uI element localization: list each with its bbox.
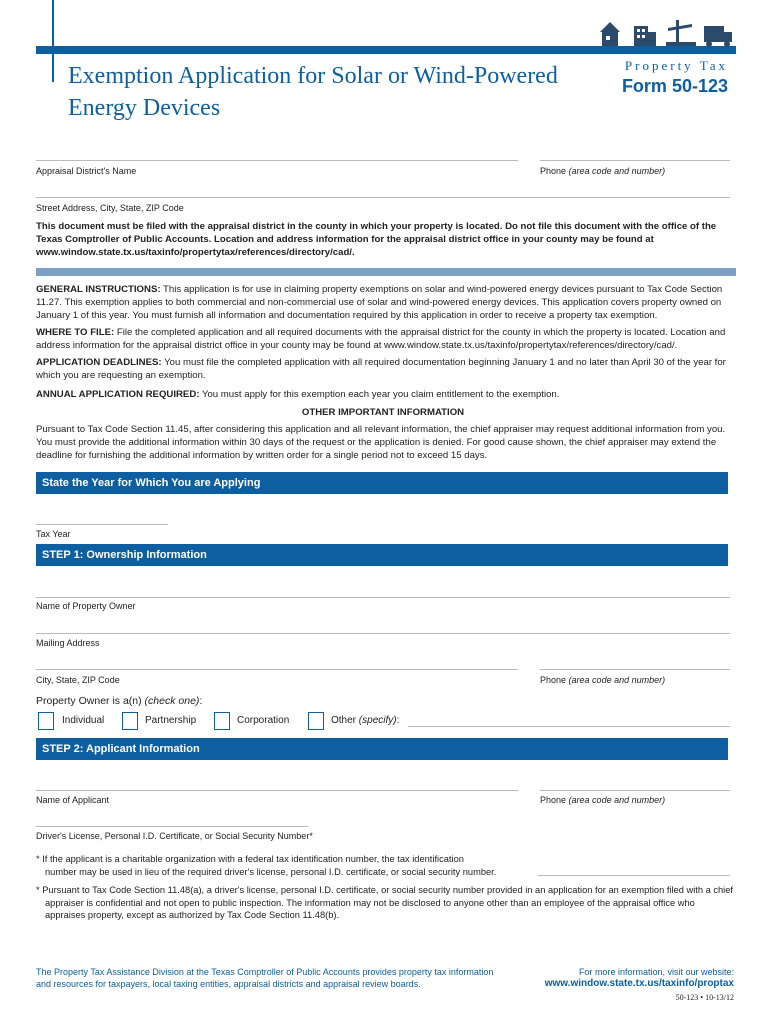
owner-city-field[interactable] — [36, 669, 518, 670]
partnership-label: Partnership — [145, 715, 197, 726]
district-address-label: Street Address, City, State, ZIP Code — [36, 203, 184, 213]
footnote-confidential: * Pursuant to Tax Code Section 11.48(a), a driver's license, personal I.D. certificate, or social security number provided in an application for an exemption filed with a chief appraiser is confidential and not open to public inspection. The information may not be disclosed to anyone other than an employee of the appraisal office who appraises property, except as authorized by Tax Code Section 11.48(b). — [36, 885, 733, 920]
form-category: Property Tax — [624, 58, 728, 73]
applicant-phone-field[interactable] — [540, 790, 730, 791]
form-title: Exemption Application for Solar or Wind-Powered Energy Devices — [68, 63, 558, 121]
property-icons — [596, 18, 736, 48]
tax-id-field[interactable] — [538, 875, 730, 876]
district-phone-label: Phone (area code and number) — [540, 166, 666, 176]
partnership-checkbox[interactable] — [122, 712, 138, 730]
header-accent-line — [52, 0, 54, 82]
license-number-field[interactable] — [36, 826, 308, 827]
owner-name-field[interactable] — [36, 597, 730, 598]
annual-application: ANNUAL APPLICATION REQUIRED: You must apply for this exemption each year you claim entitlement to the exemption. — [36, 389, 560, 400]
other-info-heading: OTHER IMPORTANT INFORMATION — [301, 407, 465, 418]
corporation-label: Corporation — [237, 715, 290, 726]
owner-phone-field[interactable] — [540, 669, 730, 670]
form-number: Form 50-123 — [621, 76, 728, 96]
owner-name-label: Name of Property Owner — [36, 601, 136, 611]
step2-header: STEP 2: Applicant Information — [36, 738, 728, 760]
truck-icon — [704, 26, 732, 47]
oil-pump-icon — [666, 20, 696, 46]
divider-bar — [36, 268, 736, 276]
application-deadlines: APPLICATION DEADLINES: You must file the completed application with all required documentation beginning January 1 and no later than April 30 of the year for which you are requesting an exemption. — [36, 357, 726, 381]
applicant-name-field[interactable] — [36, 790, 518, 791]
general-instructions: GENERAL INSTRUCTIONS: This application is for use in claiming property exemptions on solar and wind-powered energy devices pursuant to Tax Code Section 11.27. This exemption applies to both commercial and non-commercial use of solar and wind-powered energy devices. This application covers property owned on January 1 of this year. You must furnish all information and documentation required by this application in order to receive a property tax exemption. — [36, 284, 723, 321]
footnote-tax-id: * If the applicant is a charitable organization with a federal tax identification number, the tax identification number may be used in lieu of the required driver's license, personal I.D. certificate, or social security number. — [36, 854, 497, 877]
other-checkbox[interactable] — [308, 712, 324, 730]
individual-checkbox[interactable] — [38, 712, 54, 730]
district-phone-field[interactable] — [540, 160, 730, 161]
mailing-address-label: Mailing Address — [36, 638, 100, 648]
website-link[interactable]: www.window.state.tx.us/taxinfo/proptax — [544, 978, 734, 989]
other-label: Other (specify): — [331, 715, 400, 726]
mailing-address-field[interactable] — [36, 633, 730, 634]
owner-city-label: City, State, ZIP Code — [36, 675, 120, 685]
district-name-field[interactable] — [36, 160, 518, 161]
owner-phone-label: Phone (area code and number) — [540, 675, 666, 685]
where-to-file: WHERE TO FILE: File the completed application and all required documents with the appraisal district for the county in which the property is located. Location and address information for the appraisal district office in your county may be found at www.window.state.tx.us/taxinfo/propertytax/references/directory/cad/. — [36, 327, 726, 351]
license-number-label: Driver's License, Personal I.D. Certificate, or Social Security Number* — [36, 831, 313, 841]
tax-year-label: Tax Year — [36, 529, 71, 539]
applicant-name-label: Name of Applicant — [36, 795, 110, 805]
step1-header: STEP 1: Ownership Information — [36, 544, 728, 566]
individual-label: Individual — [62, 715, 105, 726]
district-address-field[interactable] — [36, 197, 730, 198]
building-icon — [634, 26, 656, 46]
year-section-header: State the Year for Which You are Applying — [36, 472, 728, 494]
corporation-checkbox[interactable] — [214, 712, 230, 730]
other-specify-field[interactable] — [408, 726, 730, 727]
owner-type-prompt: Property Owner is a(n) (check one): — [36, 695, 203, 707]
footer-description: The Property Tax Assistance Division at the Texas Comptroller of Public Accounts provides property tax information and resources for taxpayers, local taxing entities, appraisal districts and appraisal review boards. — [36, 967, 494, 989]
tax-year-field[interactable] — [36, 524, 168, 525]
footer-website: For more information, visit our website: www.window.state.tx.us/taxinfo/proptax — [520, 966, 734, 990]
district-name-label: Appraisal District's Name — [36, 166, 137, 176]
other-info-body: Pursuant to Tax Code Section 11.45, after considering this application and all relevant information, the chief appraiser may request additional information from you. You must provide the additional information within 30 days of the request or the application is denied. For good cause shown, the chief appraiser may extend the deadline for furnishing the additional information by written order for a single period not to exceed 15 days. — [36, 424, 726, 461]
applicant-phone-label: Phone (area code and number) — [540, 795, 666, 805]
house-icon — [600, 22, 620, 46]
filing-notice: This document must be filed with the appraisal district in the county in which your property is located. Do not file this document with the office of the Texas Comptroller of Public Accounts. Location and address information for the appraisal district office in your county may be found at www.window.state.tx.us/taxinfo/propertytax/references/directory/cad/. — [36, 221, 717, 258]
form-revision: 50-123 • 10-13/12 — [675, 993, 734, 1002]
